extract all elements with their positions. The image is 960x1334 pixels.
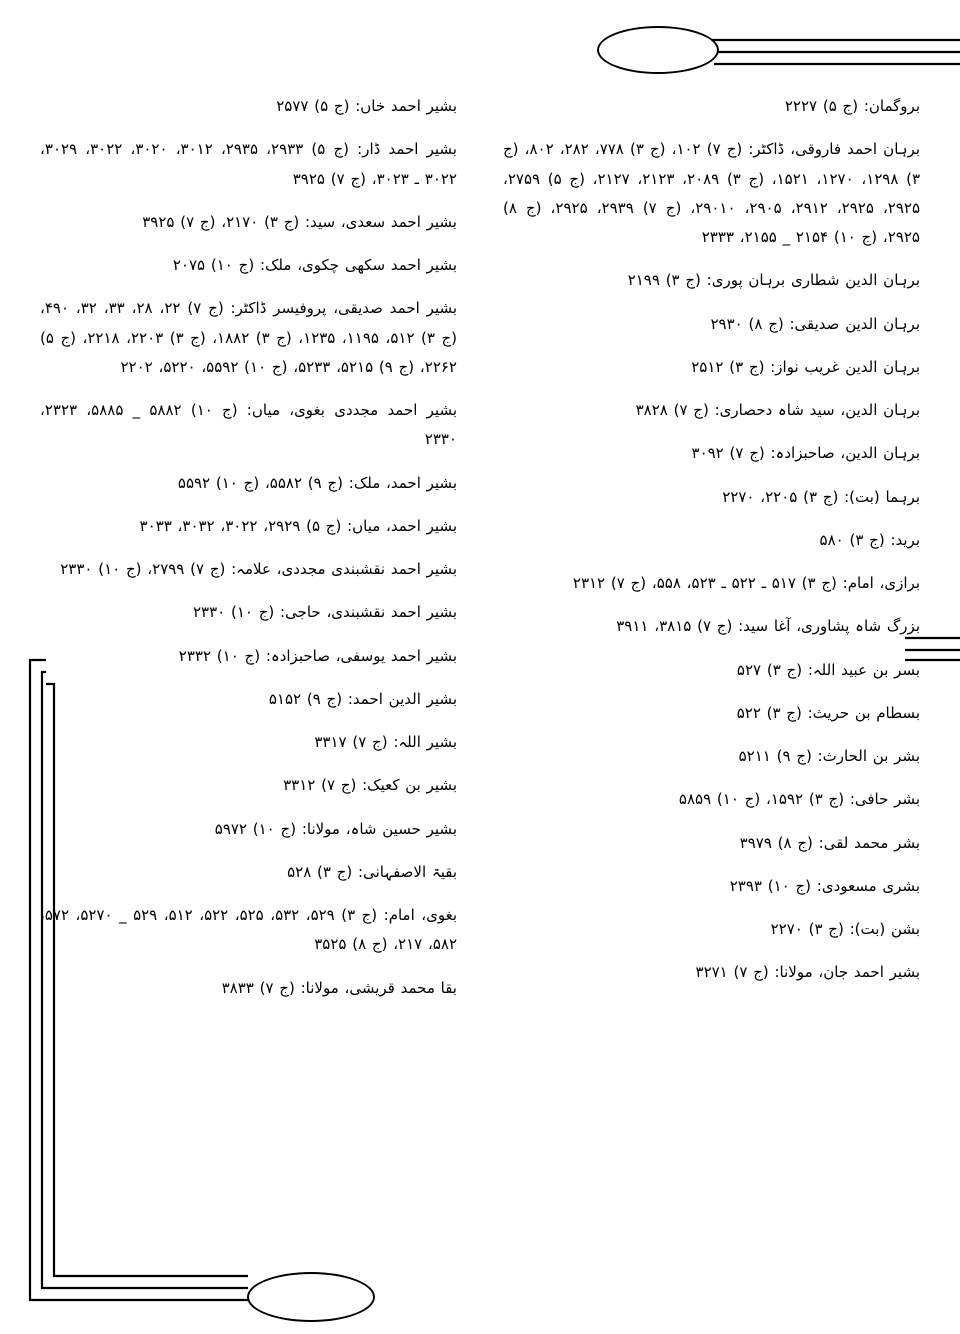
top-node-ellipse bbox=[597, 26, 719, 74]
index-entry: بشیر الدین احمد: (ج ۹) ۵۱۵۲ bbox=[268, 689, 457, 708]
index-entry: برہان الدین غریب نواز: (ج ۳) ۲۵۱۲ bbox=[691, 357, 920, 376]
index-entry: بشیر بن کعیک: (ج ۷) ۳۳۱۲ bbox=[283, 776, 457, 795]
index-entry: بسر بن عبید اللہ: (ج ۳) ۵۲۷ bbox=[736, 660, 920, 679]
index-entry: بشر حافی: (ج ۳) ۱۵۹۲، (ج ۱۰) ۵۸۵۹ bbox=[678, 790, 920, 809]
index-entry: بشر بن الحارث: (ج ۹) ۵۲۱۱ bbox=[738, 747, 920, 765]
index-column-left bbox=[40, 92, 467, 1017]
index-entry: بغوی، امام: (ج ۳) ۵۲۹، ۵۳۲، ۵۲۵، ۵۲۲، ۵۱۲، ۵۲۹ _ ۵۲۷۰، ۵۷۲، ۵۸۲، ۲۱۷، (ج ۸) ۳۵۲۵ bbox=[40, 906, 457, 954]
index-entry: برہما (بت): (ج ۳) ۲۲۰۵، ۲۲۷۰ bbox=[722, 487, 920, 506]
index-entry: بروگمان: (ج ۵) ۲۲۲۷ bbox=[784, 97, 920, 115]
index-entry: بشیر احمد، ملک: (ج ۹) ۵۵۸۲، (ج ۱۰) ۵۵۹۲ bbox=[177, 473, 457, 492]
index-entry: بشیر احمد صدیقی، پروفیسر ڈاکٹر: (ج ۷) ۲۲، ۲۸، ۳۳، ۳۲، ۴۹۰، (ج ۳) ۵۱۲، ۱۱۹۵، ۱۲۳۵، (ج ۳) ۱۸۸۲، (ج ۳) ۲۲۰۳، ۲۲۱۸، (ج ۵) ۲۲۶۲، (ج ۹) ۵۲۱۵، ۵۲۳۳، (ج ۱۰) ۵۵۹۲، ۵۲۲۰، ۲۲۰۲ bbox=[40, 299, 458, 376]
index-entry: بشیر احمد ڈار: (ج ۵) ۲۹۳۳، ۲۹۳۵، ۳۰۱۲، ۳۰۲۰، ۳۰۲۲، ۳۰۲۹، ۳۰۲۲ ـ ۳۰۲۳، (ج ۷) ۳۹۲۵ bbox=[40, 140, 457, 188]
index-entry: بقیۃ الاصفہانی: (ج ۳) ۵۲۸ bbox=[287, 862, 457, 881]
index-entry: بشیر احمد خاں: (ج ۵) ۲۵۷۷ bbox=[276, 97, 457, 115]
index-entry: بشیر احمد یوسفی، صاحبزادہ: (ج ۱۰) ۲۳۳۲ bbox=[178, 646, 457, 665]
bottom-node-ellipse bbox=[247, 1272, 375, 1322]
index-entry: بشن (بت): (ج ۳) ۲۲۷۰ bbox=[770, 920, 920, 938]
index-entry: برازی، امام: (ج ۳) ۵۱۷ ـ ۵۲۲ ـ ۵۲۳، ۵۵۸، (ج ۷) ۲۳۱۲ bbox=[572, 574, 920, 592]
index-entry: برہان الدین، صاحبزادہ: (ج ۷) ۳۰۹۲ bbox=[691, 444, 920, 463]
index-entry: برہان الدین صدیقی: (ج ۸) ۲۹۳۰ bbox=[710, 314, 920, 333]
index-entry: بشر محمد لقی: (ج ۸) ۳۹۷۹ bbox=[739, 833, 920, 852]
index-entry: بقا محمد قریشی، مولانا: (ج ۷) ۳۸۳۳ bbox=[221, 978, 457, 997]
index-columns bbox=[40, 92, 920, 1017]
index-entry: بشیر احمد سعدی، سید: (ج ۳) ۲۱۷۰، (ج ۷) ۳۹۲۵ bbox=[142, 212, 457, 231]
index-entry: برہان الدین، سید شاہ دحصاری: (ج ۷) ۳۸۲۸ bbox=[635, 401, 920, 419]
index-entry: بشیر احمد نقشبندی، حاجی: (ج ۱۰) ۲۳۳۰ bbox=[192, 603, 457, 622]
index-entry: بشیر احمد نقشبندی مجددی، علامہ: (ج ۷) ۲۷۹۹، (ج ۱۰) ۲۳۳۰ bbox=[60, 560, 457, 578]
index-entry: برہان الدین شطاری برہان پوری: (ج ۳) ۲۱۹۹ bbox=[627, 271, 920, 290]
index-entry: بشیر اللہ: (ج ۷) ۳۳۱۷ bbox=[314, 733, 457, 751]
index-entry: بشیر احمد، میاں: (ج ۵) ۲۹۲۹، ۳۰۲۲، ۳۰۳۲، ۳۰۳۳ bbox=[139, 516, 457, 535]
index-entry: بشری مسعودی: (ج ۱۰) ۲۳۹۳ bbox=[729, 876, 920, 895]
index-entry: برید: (ج ۳) ۵۸۰ bbox=[819, 530, 920, 549]
index-entry: برہان احمد فاروقی، ڈاکٹر: (ج ۷) ۱۰۲، (ج ۳) ۷۷۸، ۲۸۲، ۸۰۲، (ج ۳) ۱۲۹۸، ۱۲۷۰، ۱۵۲۱، (ج ۳) ۲۰۸۹، ۲۱۲۳، ۲۱۲۷، (ج ۵) ۲۷۵۹، ۲۹۲۵، ۲۹۲۵، ۲۹۱۲، ۲۹۰۵، ۲۹۰۱۰، (ج ۷) ۲۹۳۹، ۲۹۲۵، (ج ۸) ۲۹۲۵، (ج ۱۰) ۲۱۵۴ _ ۲۱۵۵، ۲۳۳۳ bbox=[503, 140, 921, 246]
index-entry: بسطام بن حریث: (ج ۳) ۵۲۲ bbox=[736, 703, 920, 722]
index-column-right bbox=[493, 92, 920, 1017]
index-entry: بشیر احمد مجددی بغوی، میاں: (ج ۱۰) ۵۸۸۲ _ ۵۸۸۵، ۲۳۲۳، ۲۳۳۰ bbox=[40, 401, 458, 449]
index-entry: بزرگ شاہ پشاوری، آغا سید: (ج ۷) ۳۸۱۵، ۳۹۱۱ bbox=[616, 617, 920, 636]
index-entry: بشیر حسین شاہ، مولانا: (ج ۱۰) ۵۹۷۲ bbox=[214, 819, 457, 838]
index-entry: بشیر احمد سکھی چکوی، ملک: (ج ۱۰) ۲۰۷۵ bbox=[172, 256, 457, 274]
index-entry: بشیر احمد جان، مولانا: (ج ۷) ۳۲۷۱ bbox=[695, 963, 920, 982]
